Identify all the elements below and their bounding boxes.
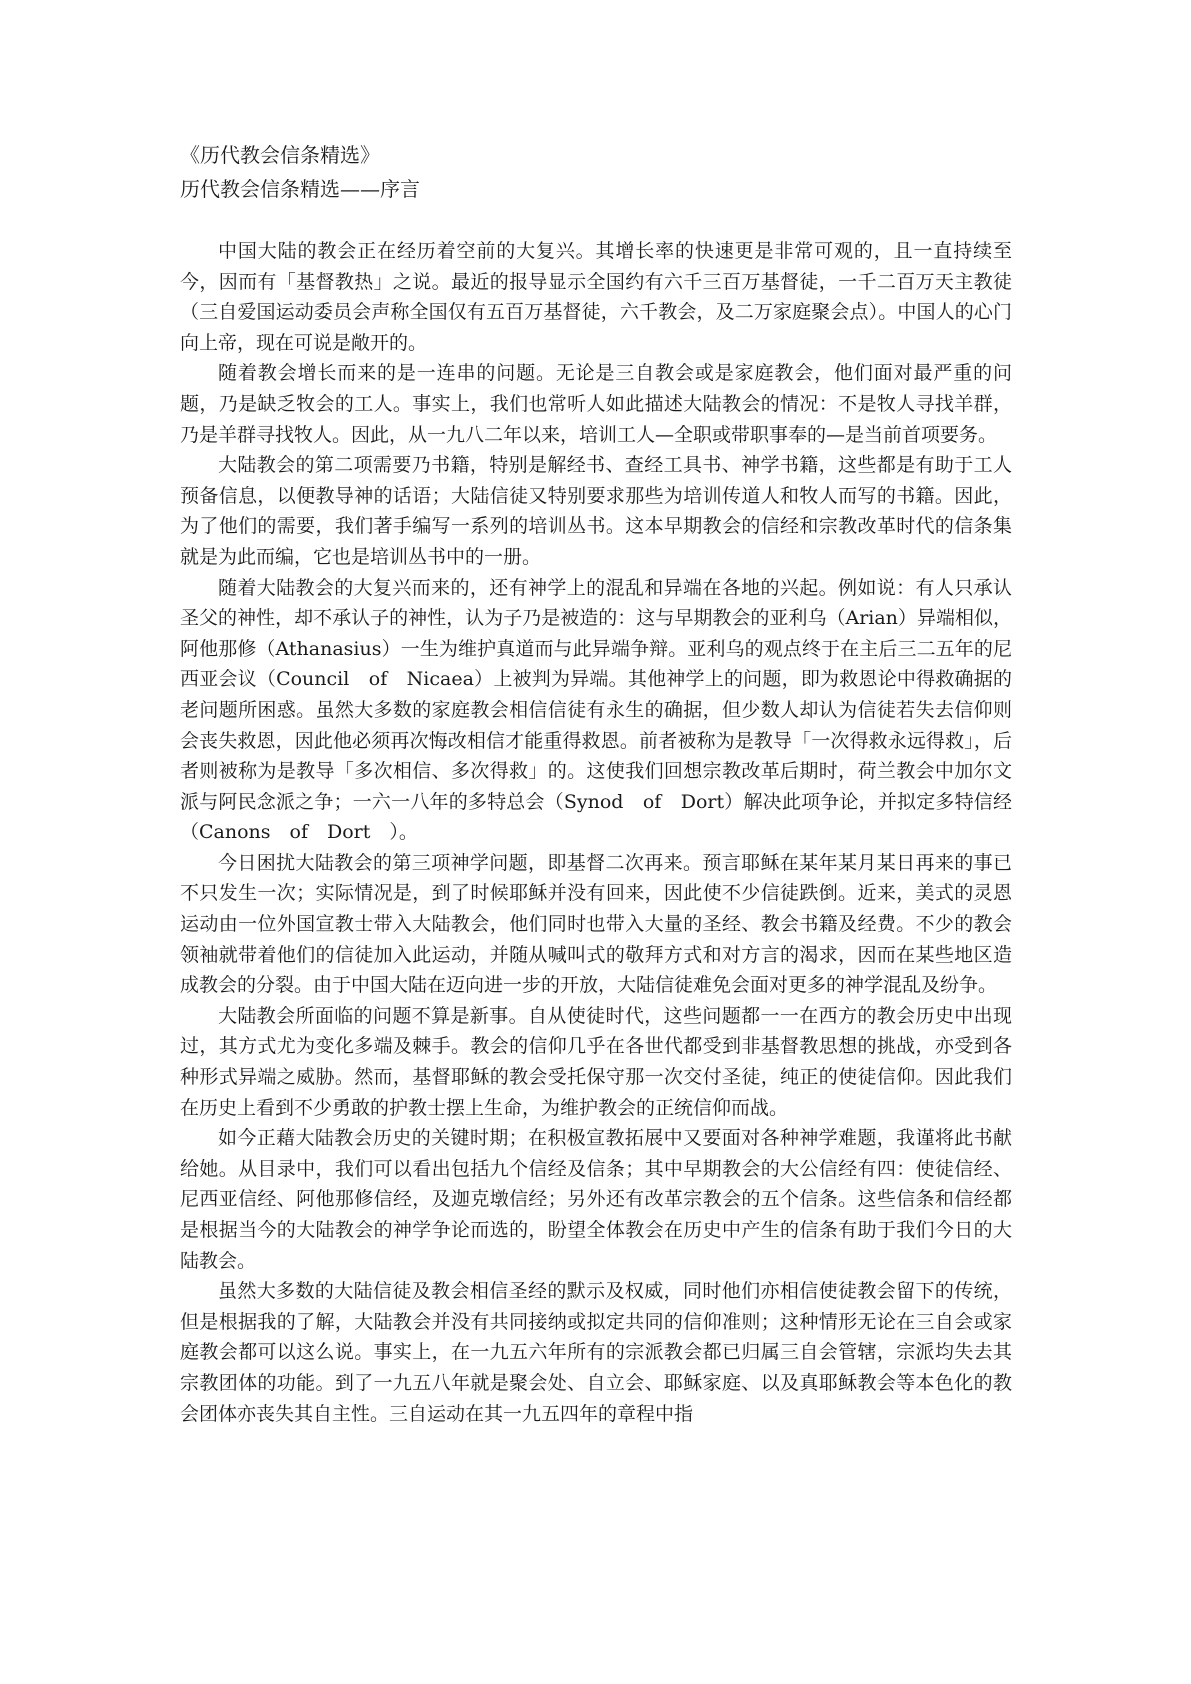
document-body	[180, 138, 1012, 1429]
section-title: 历代教会信条精选——序言	[180, 177, 420, 201]
paragraph-8: 虽然大多数的大陆信徒及教会相信圣经的默示及权威，同时他们亦相信使徒教会留下的传统，但是根据我的了解，大陆教会并没有共同接纳或拟定共同的信仰准则；这种情形无论在三自会或家庭教会都可以这么说。事实上，在一九五六年所有的宗派教会都已归属三自会管辖，宗派均失去其宗教团体的功能。到了一九五八年就是聚会处、自立会、耶稣家庭、以及真耶稣教会等本色化的教会团体亦丧失其自主性。三自运动在其一九五四年的章程中指	[180, 1280, 1012, 1425]
book-title: 《历代教会信条精选》	[180, 143, 380, 167]
paragraph-3: 大陆教会的第二项需要乃书籍，特别是解经书、查经工具书、神学书籍，这些都是有助于工人预备信息，以便教导神的话语；大陆信徒又特别要求那些为培训传道人和牧人而写的书籍。因此，为了他们的需要，我们著手编写一系列的培训丛书。这本早期教会的信经和宗教改革时代的信条集就是为此而编，它也是培训丛书中的一册。	[180, 454, 1012, 568]
paragraph-2: 随着教会增长而来的是一连串的问题。无论是三自教会或是家庭教会，他们面对最严重的问题，乃是缺乏牧会的工人。事实上，我们也常听人如此描述大陆教会的情况：不是牧人寻找羊群，乃是羊群寻找牧人。因此，从一九八二年以来，培训工人—全职或带职事奉的—是当前首项要务。	[180, 362, 1012, 446]
paragraph-4: 随着大陆教会的大复兴而来的，还有神学上的混乱和异端在各地的兴起。例如说：有人只承认圣父的神性，却不承认子的神性，认为子乃是被造的：这与早期教会的亚利乌（Arian）异端相似，阿他那修（Athanasius）一生为维护真道而与此异端争辩。亚利乌的观点终于在主后三二五年的尼西亚会议（Council of Nicaea）上被判为异端。其他神学上的问题，即为救恩论中得救确据的老问题所困惑。虽然大多数的家庭教会相信信徒有永生的确据，但少数人却认为信徒若失去信仰则会丧失救恩，因此他必须再次悔改相信才能重得救恩。前者被称为是教导「一次得救永远得救」，后者则被称为是教导「多次相信、多次得救」的。这使我们回想宗教改革后期时，荷兰教会中加尔文派与阿民念派之争；一六一八年的多特总会（Synod of Dort）解决此项争论，并拟定多特信经（Canons of Dort ）。	[180, 576, 1012, 844]
paragraph-6: 大陆教会所面临的问题不算是新事。自从使徒时代，这些问题都一一在西方的教会历史中出现过，其方式尤为变化多端及棘手。教会的信仰几乎在各世代都受到非基督教思想的挑战，亦受到各种形式异端之威胁。然而，基督耶稣的教会受托保守那一次交付圣徒，纯正的使徒信仰。因此我们在历史上看到不少勇敢的护教士摆上生命，为维护教会的正统信仰而战。	[180, 1004, 1012, 1119]
paragraph-1: 中国大陆的教会正在经历着空前的大复兴。其增长率的快速更是非常可观的，且一直持续至今，因而有「基督教热」之说。最近的报导显示全国约有六千三百万基督徒，一千二百万天主教徒（三自爱国运动委员会声称全国仅有五百万基督徒，六千教会，及二万家庭聚会点）。中国人的心门向上帝，现在可说是敞开的。	[180, 240, 1012, 354]
paragraph-5: 今日困扰大陆教会的第三项神学问题，即基督二次再来。预言耶稣在某年某月某日再来的事已不只发生一次；实际情况是，到了时候耶稣并没有回来，因此使不少信徒跌倒。近来，美式的灵恩运动由一位外国宣教士带入大陆教会，他们同时也带入大量的圣经、教会书籍及经费。不少的教会领袖就带着他们的信徒加入此运动，并随从喊叫式的敬拜方式和对方言的渴求，因而在某些地区造成教会的分裂。由于中国大陆在迈向进一步的开放，大陆信徒难免会面对更多的神学混乱及纷争。	[180, 851, 1012, 997]
paragraph-7: 如今正藉大陆教会历史的关键时期；在积极宣教拓展中又要面对各种神学难题，我谨将此书献给她。从目录中，我们可以看出包括九个信经及信条；其中早期教会的大公信经有四：使徒信经、尼西亚信经、阿他那修信经，及迦克墩信经；另外还有改革宗教会的五个信条。这些信条和信经都是根据当今的大陆教会的神学争论而选的，盼望全体教会在历史中产生的信条有助于我们今日的大陆教会。	[180, 1127, 1012, 1272]
